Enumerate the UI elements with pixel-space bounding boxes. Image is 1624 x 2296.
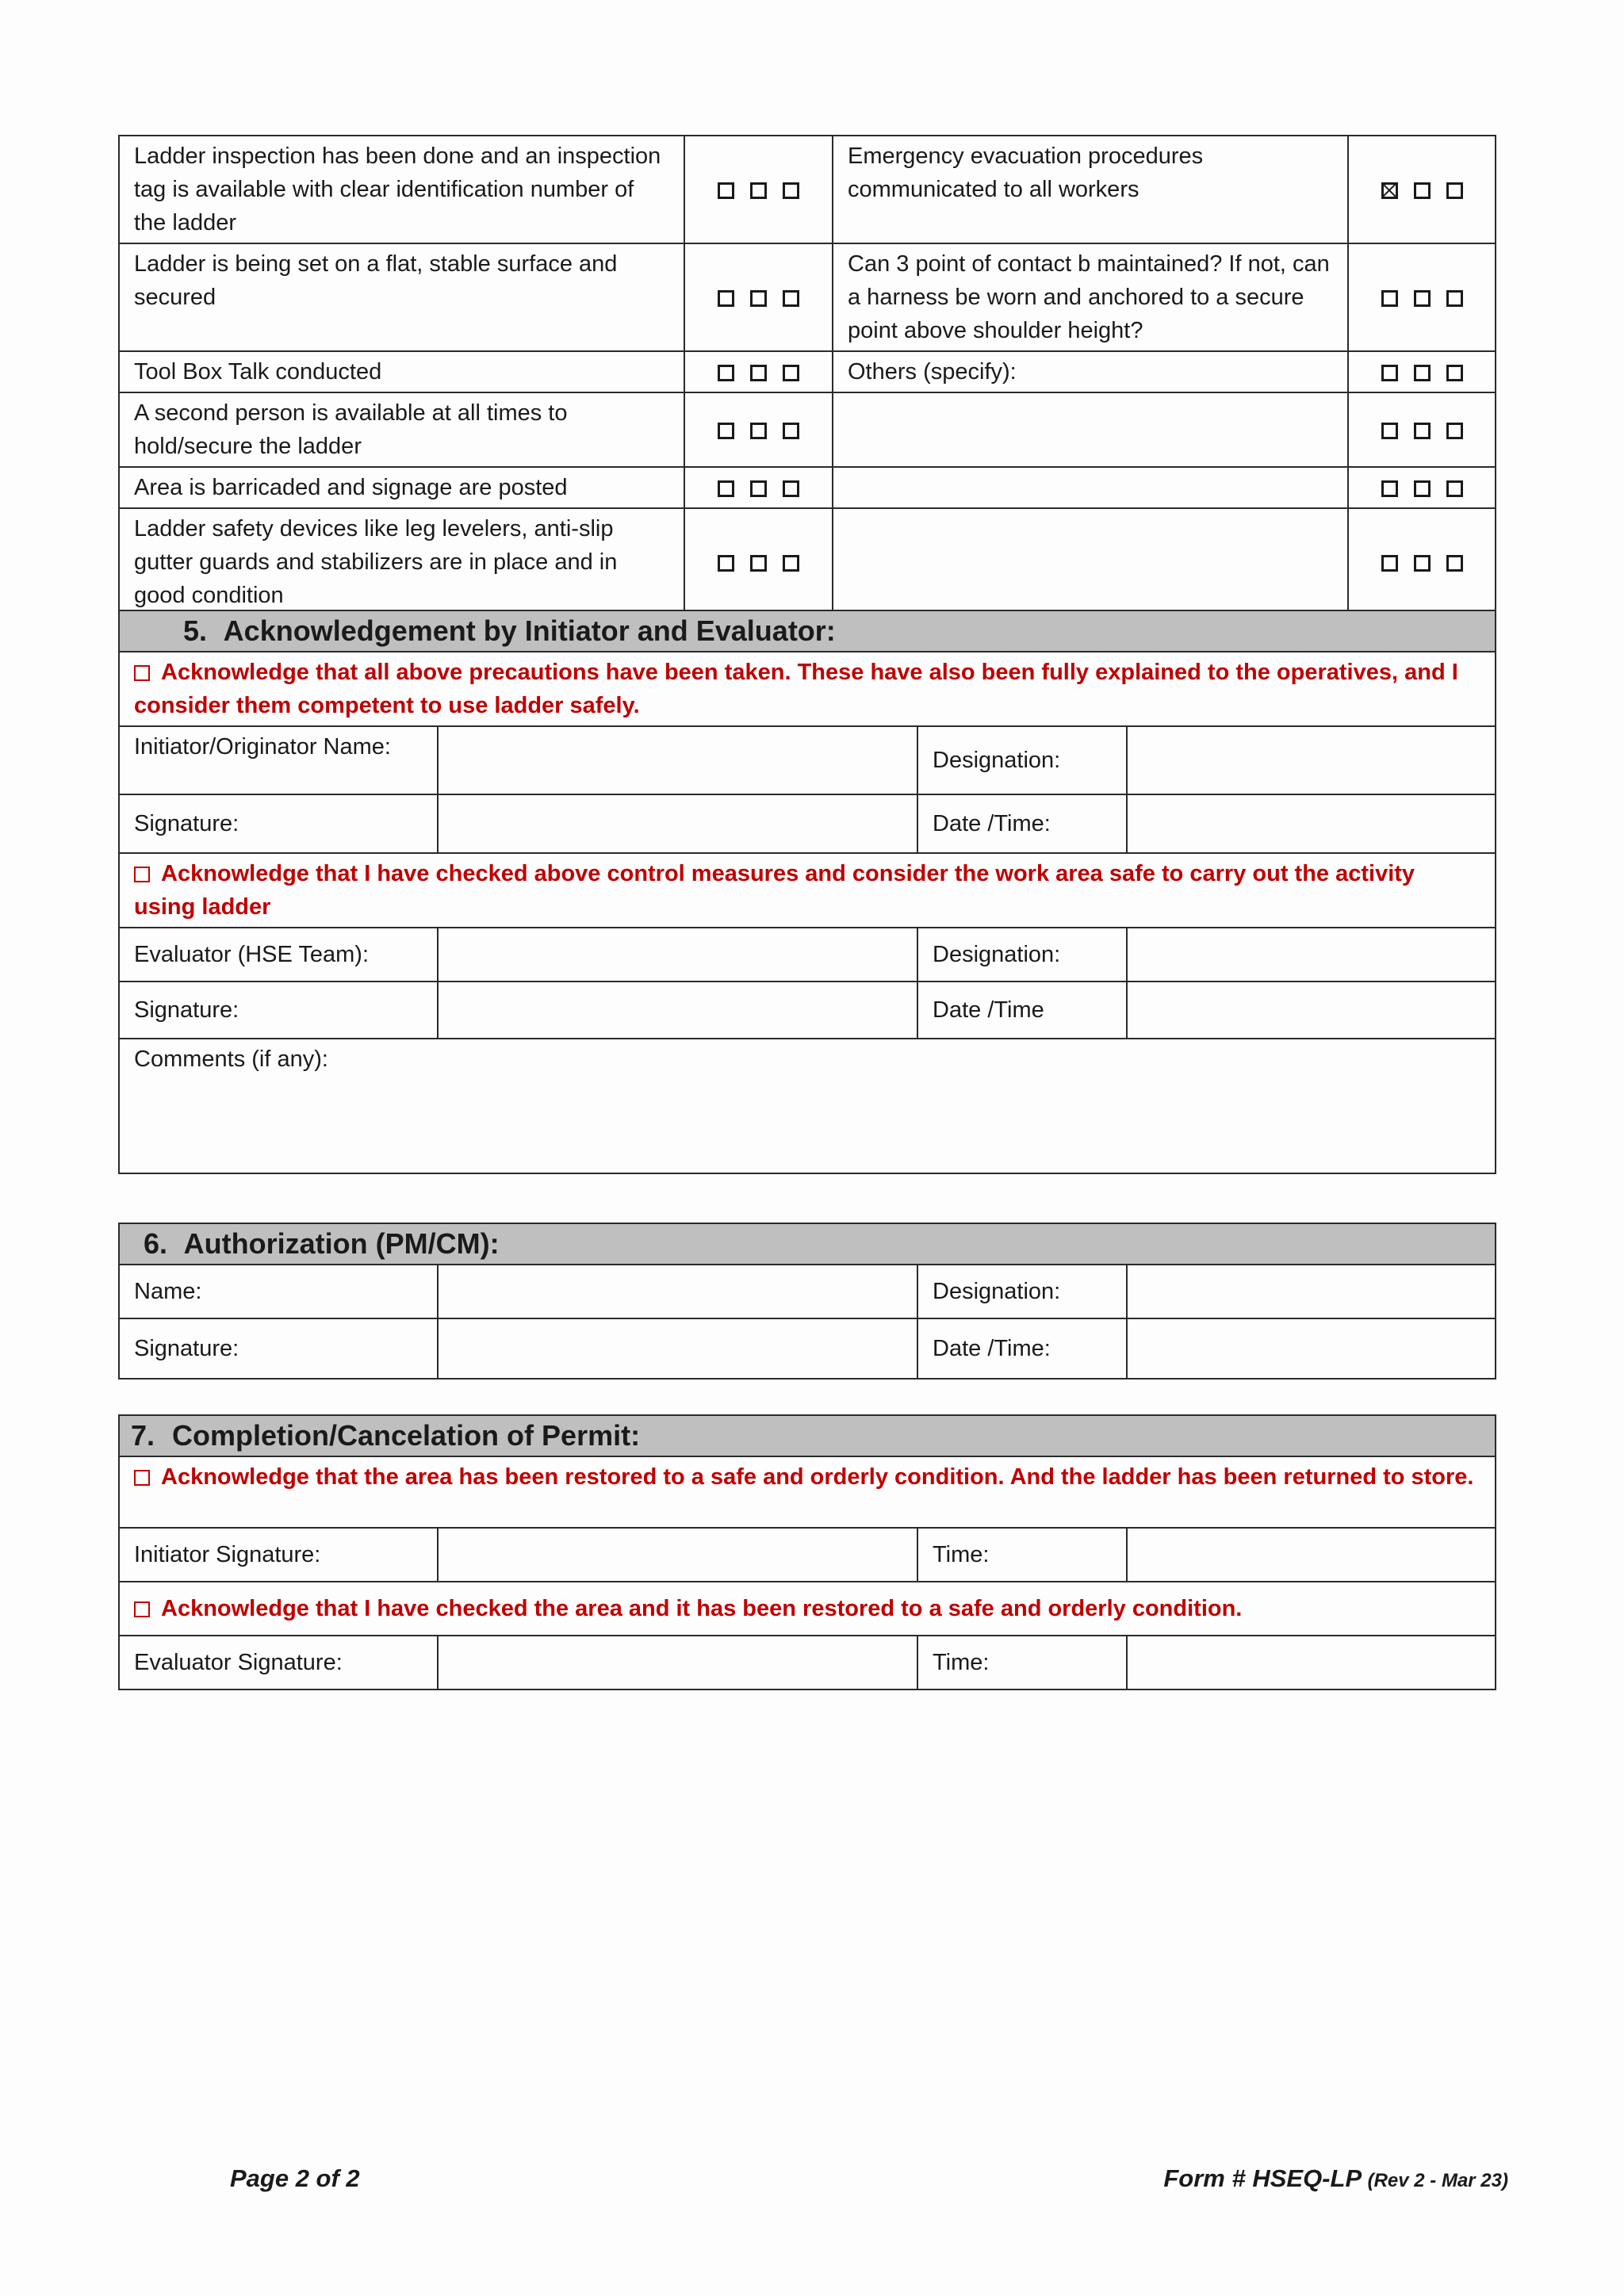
ack-evaluator-text: Acknowledge that I have checked above control measures and consider the work area safe to carry out the activity using ladder [134, 861, 1415, 920]
checkbox-group-right [1348, 467, 1496, 508]
comments-label: Comments (if any): [134, 1047, 328, 1072]
checklist-table [118, 135, 1495, 617]
ack-evaluator-checkbox[interactable] [134, 867, 150, 882]
checkbox[interactable] [1446, 182, 1463, 199]
section-number: 5. [183, 614, 208, 647]
checkbox[interactable] [1414, 555, 1431, 572]
checkbox-group-right [1348, 243, 1496, 351]
checkbox[interactable] [1446, 290, 1463, 307]
section-title: Completion/Cancelation of Permit: [172, 1419, 641, 1452]
checkbox[interactable] [750, 182, 767, 199]
checkbox[interactable] [718, 555, 734, 572]
section-acknowledgement [118, 610, 1495, 1174]
section-title: Authorization (PM/CM): [183, 1227, 500, 1260]
checkbox[interactable] [1446, 480, 1463, 497]
checkbox-group-right [1348, 136, 1496, 243]
initiator-designation-field[interactable] [1127, 726, 1496, 794]
checkbox-group-left [684, 508, 833, 616]
checkbox-group-left [684, 467, 833, 508]
checkbox-group-left [684, 392, 833, 467]
ack-evaluator-row [119, 853, 1496, 928]
checkbox[interactable] [750, 290, 767, 307]
checklist-item-right: Can 3 point of contact b maintained? If not, can a harness be worn and anchored to a secure point above shoulder height? [833, 243, 1348, 351]
checkbox[interactable] [1414, 423, 1431, 439]
checklist-row [119, 351, 1496, 392]
checklist-item-left: Ladder inspection has been done and an inspection tag is available with clear identification number of the ladder [119, 136, 684, 243]
checkbox[interactable] [1381, 365, 1398, 381]
auth-signature-field[interactable] [438, 1318, 917, 1379]
checkbox[interactable] [1414, 290, 1431, 307]
initiator-designation-label: Designation: [917, 726, 1127, 794]
ack-restored-text: Acknowledge that the area has been restored to a safe and orderly condition. And the ladder has been returned to store. [161, 1464, 1474, 1490]
checkbox[interactable] [750, 555, 767, 572]
checklist-item-left: A second person is available at all times to hold/secure the ladder [119, 392, 684, 467]
checkbox-group-left [684, 136, 833, 243]
checkbox[interactable] [750, 480, 767, 497]
auth-name-field[interactable] [438, 1265, 917, 1318]
checklist-row [119, 392, 1496, 467]
ack-restored-row [119, 1456, 1496, 1528]
auth-name-label: Name: [119, 1265, 438, 1318]
checkbox[interactable] [718, 290, 734, 307]
evaluator-datetime-field[interactable] [1127, 982, 1496, 1039]
checkbox-group-left [684, 351, 833, 392]
completion-time-field-2[interactable] [1127, 1636, 1496, 1689]
section-7-header [119, 1415, 1496, 1456]
checkbox-group-right [1348, 508, 1496, 616]
section-completion [118, 1414, 1495, 1690]
checklist-row [119, 243, 1496, 351]
initiator-datetime-label: Date /Time: [917, 794, 1127, 853]
ack-checked-text: Acknowledge that I have checked the area and it has been restored to a safe and orderly condition. [161, 1596, 1243, 1621]
checklist-item-left: Area is barricaded and signage are posted [119, 467, 684, 508]
checkbox[interactable] [783, 423, 799, 439]
evaluator-signature-label: Signature: [119, 982, 438, 1039]
auth-designation-label: Designation: [917, 1265, 1127, 1318]
checkbox[interactable] [1414, 182, 1431, 199]
checklist-item-right: Emergency evacuation procedures communicated to all workers [833, 136, 1348, 243]
section-authorization [118, 1223, 1495, 1380]
ack-initiator-checkbox[interactable] [134, 665, 150, 681]
checked-checkbox[interactable] [1381, 182, 1398, 199]
checkbox-group-left [684, 243, 833, 351]
completion-time-label-2: Time: [917, 1636, 1127, 1689]
initiator-signature-label: Initiator Signature: [119, 1528, 438, 1582]
auth-designation-field[interactable] [1127, 1265, 1496, 1318]
completion-time-label: Time: [917, 1528, 1127, 1582]
completion-evaluator-signature-field[interactable] [438, 1636, 917, 1689]
checkbox[interactable] [718, 423, 734, 439]
evaluator-designation-label: Designation: [917, 928, 1127, 982]
checkbox[interactable] [1446, 365, 1463, 381]
checkbox[interactable] [1381, 423, 1398, 439]
section-number: 6. [144, 1227, 168, 1260]
initiator-datetime-field[interactable] [1127, 794, 1496, 853]
checklist-item-left: Tool Box Talk conducted [119, 351, 684, 392]
ack-restored-checkbox[interactable] [134, 1470, 150, 1486]
checklist-row [119, 508, 1496, 616]
evaluator-label: Evaluator (HSE Team): [119, 928, 438, 982]
evaluator-signature-field[interactable] [438, 982, 917, 1039]
page-number: Page 2 of 2 [230, 2164, 360, 2192]
checklist-item-right [833, 392, 1348, 467]
initiator-signature-label: Signature: [119, 794, 438, 853]
checkbox[interactable] [718, 480, 734, 497]
checkbox[interactable] [718, 182, 734, 199]
section-title: Acknowledgement by Initiator and Evaluator: [223, 614, 836, 647]
form-id: Form # HSEQ-LP [1163, 2164, 1361, 2192]
checkbox[interactable] [1381, 290, 1398, 307]
checklist-item-right [833, 467, 1348, 508]
evaluator-datetime-label: Date /Time [917, 982, 1127, 1039]
checkbox-group-right [1348, 351, 1496, 392]
ack-initiator-row [119, 652, 1496, 726]
checkbox[interactable] [1381, 555, 1398, 572]
evaluator-name-field[interactable] [438, 928, 917, 982]
initiator-name-field[interactable] [438, 726, 917, 794]
initiator-signature-field[interactable] [438, 794, 917, 853]
form-revision: (Rev 2 - Mar 23) [1367, 2170, 1508, 2191]
checkbox[interactable] [1381, 480, 1398, 497]
checkbox[interactable] [783, 480, 799, 497]
checklist-row [119, 467, 1496, 508]
checklist-item-left: Ladder safety devices like leg levelers, anti-slip gutter guards and stabilizers are in place and in good condition [119, 508, 684, 616]
checkbox[interactable] [783, 555, 799, 572]
form-number [1163, 2164, 1508, 2193]
auth-datetime-label: Date /Time: [917, 1318, 1127, 1379]
completion-time-field[interactable] [1127, 1528, 1496, 1582]
checkbox[interactable] [783, 365, 799, 381]
section-6-header [119, 1223, 1496, 1265]
ack-initiator-text: Acknowledge that all above precautions have been taken. These have also been fully explained to the operatives, and I consider them competent to use ladder safely. [134, 660, 1458, 718]
auth-signature-label: Signature: [119, 1318, 438, 1379]
checkbox[interactable] [718, 365, 734, 381]
checkbox[interactable] [750, 365, 767, 381]
checklist-item-right [833, 508, 1348, 616]
ack-checked-checkbox[interactable] [134, 1601, 150, 1617]
checkbox[interactable] [1446, 555, 1463, 572]
checkbox-group-right [1348, 392, 1496, 467]
section-5-header [119, 610, 1496, 652]
checkbox[interactable] [750, 423, 767, 439]
section-number: 7. [131, 1419, 155, 1452]
evaluator-designation-field[interactable] [1127, 928, 1496, 982]
auth-datetime-field[interactable] [1127, 1318, 1496, 1379]
checkbox[interactable] [783, 290, 799, 307]
evaluator-signature-label: Evaluator Signature: [119, 1636, 438, 1689]
ack-checked-row [119, 1582, 1496, 1636]
checkbox[interactable] [783, 182, 799, 199]
checkbox[interactable] [1414, 365, 1431, 381]
checklist-item-left: Ladder is being set on a flat, stable surface and secured [119, 243, 684, 351]
checkbox[interactable] [1414, 480, 1431, 497]
checkbox[interactable] [1446, 423, 1463, 439]
initiator-name-label: Initiator/Originator Name: [119, 726, 438, 794]
comments-field[interactable] [119, 1039, 1496, 1173]
completion-initiator-signature-field[interactable] [438, 1528, 917, 1582]
checklist-item-right: Others (specify): [833, 351, 1348, 392]
checklist-row [119, 136, 1496, 243]
